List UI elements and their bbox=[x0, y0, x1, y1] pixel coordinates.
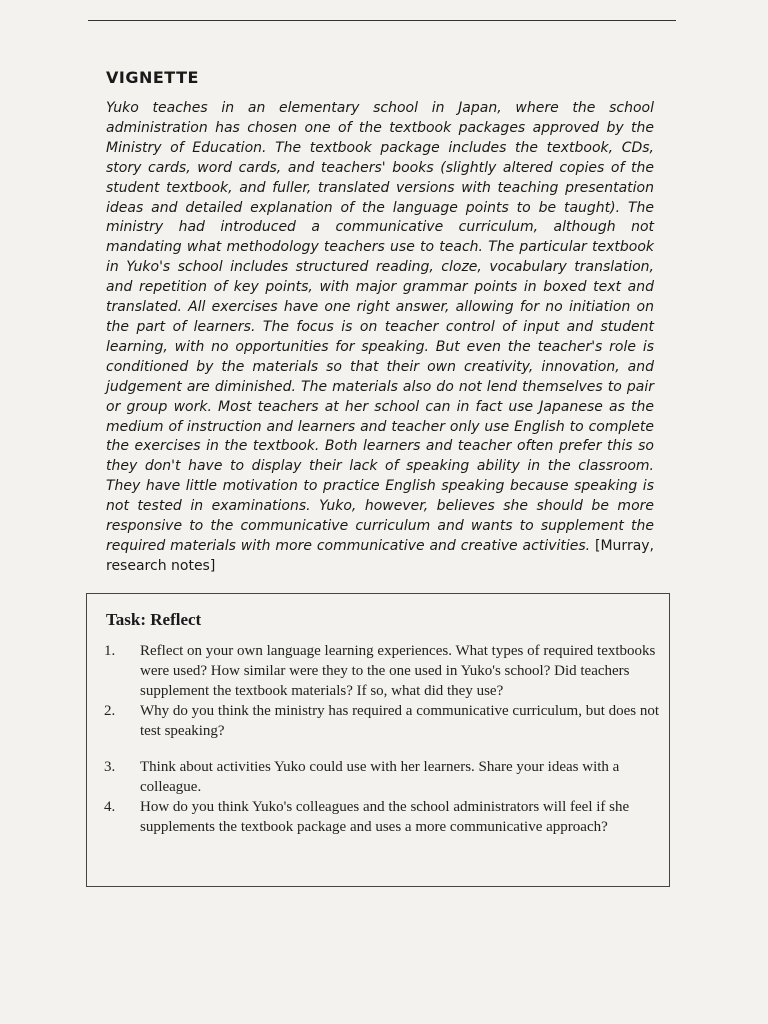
task-item-number: 3. bbox=[104, 759, 116, 775]
vignette-citation: [Murray, research notes] bbox=[106, 537, 655, 574]
task-item-text: Think about activities Yuko could use with her learners. Share your ideas with a colleague. bbox=[140, 759, 620, 795]
task-item bbox=[104, 757, 664, 797]
task-item bbox=[104, 797, 664, 837]
task-item-number: 2. bbox=[104, 703, 116, 719]
task-title: Task: Reflect bbox=[106, 610, 202, 629]
task-item-number: 4. bbox=[104, 799, 116, 815]
task-item-text: Reflect on your own language learning experiences. What types of required textbooks were used? How similar were they to the one used in Yuko's school? Did teachers supplement the textbook materials? If so, what did they use? bbox=[140, 643, 656, 699]
top-rule bbox=[88, 20, 676, 21]
task-item-text: How do you think Yuko's colleagues and the school administrators will feel if she supplements the textbook package and uses a more communicative approach? bbox=[140, 799, 630, 835]
vignette-body: Yuko teaches in an elementary school in Japan, where the school administration has chosen one of the textbook packages approved by the Ministry of Education. The textbook package includes the textbook, CDs, story cards, word cards, and teachers' books (slightly altered copies of the student textbook, and fuller, translated versions with teaching presentation ideas and detailed explanation of the language points to be taught). The ministry had introduced a communicative curriculum, although not mandating what methodology teachers use to teach. The particular textbook in Yuko's school includes structured reading, cloze, vocabulary translation, and repetition of key points, with major grammar points in boxed text and translated. All exercises have one right answer, allowing for no initiation on the part of learners. The focus is on teacher control of input and student learning, with no opportunities for speaking. But even the teacher's role is conditioned by the materials so that their own creativity, innovation, and judgement are diminished. The materials also do not lend themselves to pair or group work. Most teachers at her school can in fact use Japanese as the medium of instruction and learners and teacher only use English to complete the exercises in the textbook. Both learners and teacher often prefer this so they don't have to display their lack of speaking ability in the classroom. They have little motivation to practice English speaking because speaking is not tested in examinations. Yuko, however, believes she should be more responsive to the communicative curriculum and wants to supplement the required materials with more communicative and creative activities. bbox=[106, 100, 654, 554]
vignette-text bbox=[106, 99, 654, 577]
task-item-text: Why do you think the ministry has required a communicative curriculum, but does not test speaking? bbox=[140, 703, 660, 739]
task-item-number: 1. bbox=[104, 643, 116, 659]
task-item bbox=[104, 641, 664, 701]
task-list bbox=[104, 641, 664, 837]
vignette-heading: VIGNETTE bbox=[106, 68, 199, 87]
task-item bbox=[104, 701, 664, 741]
